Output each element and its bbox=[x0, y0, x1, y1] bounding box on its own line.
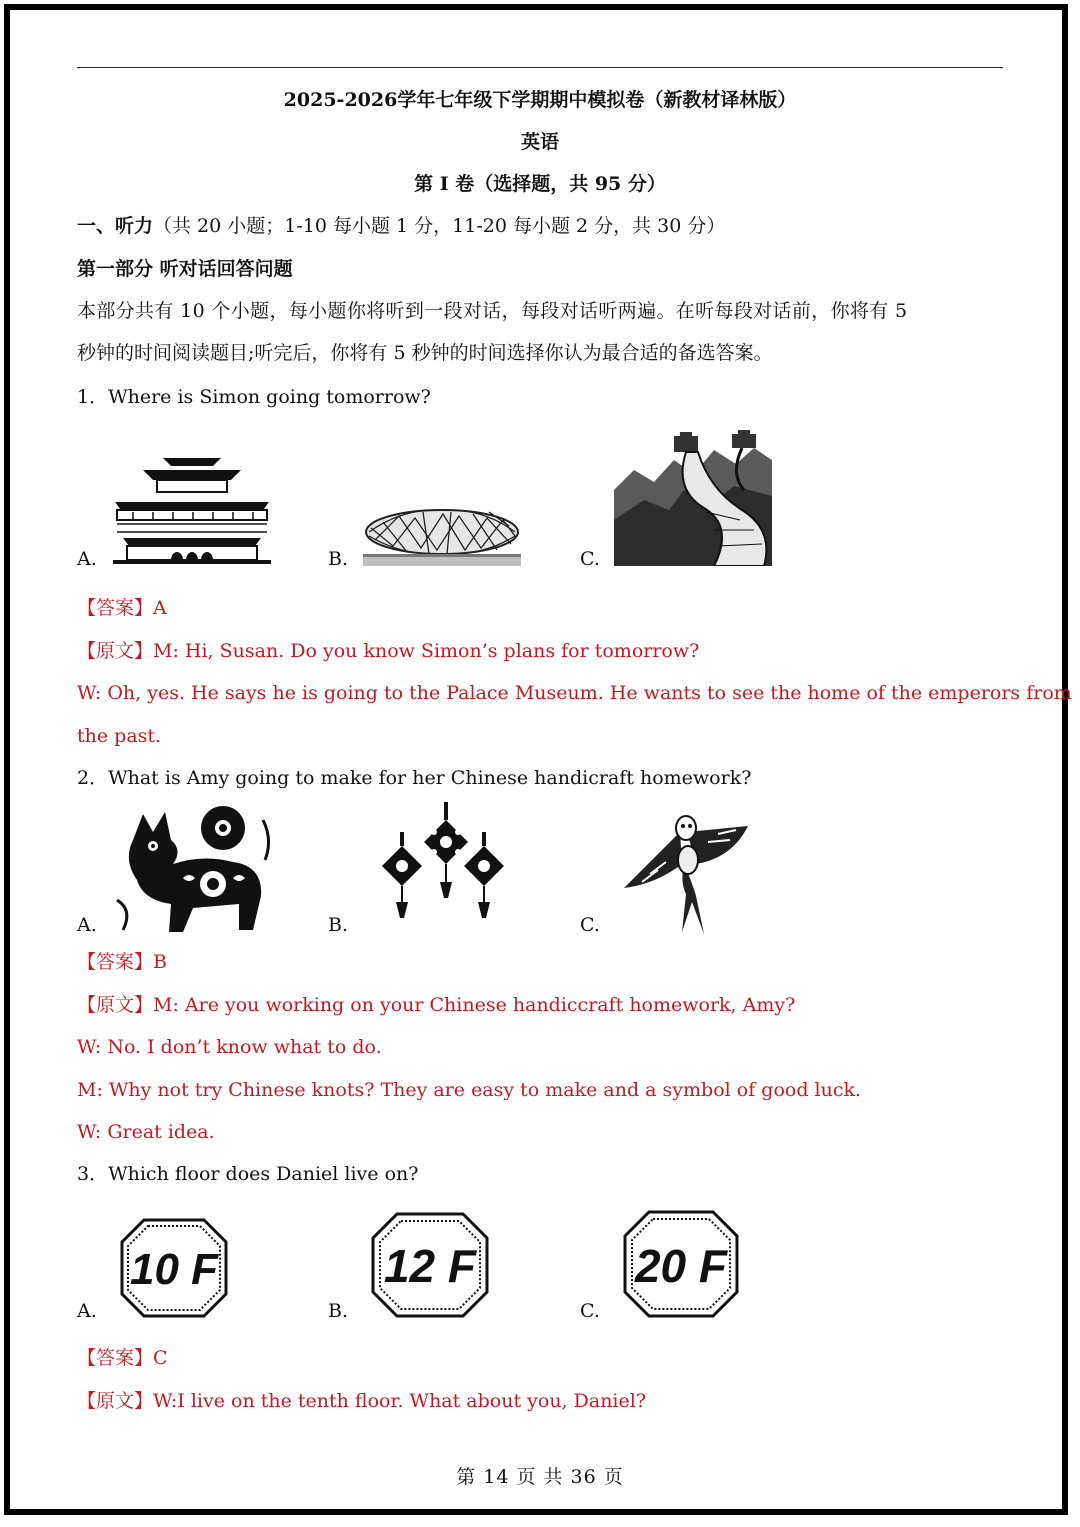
answer-tag: 【答案】 bbox=[77, 951, 154, 973]
instructions-line-2: 秒钟的时间阅读题目;听完后，你将有 5 秒钟的时间选择你认为最合适的备选答案。 bbox=[77, 342, 773, 364]
script-tag: 【原文】 bbox=[77, 1390, 154, 1412]
question-2 bbox=[77, 766, 751, 790]
script-text: W:I live on the tenth floor. What about you, Daniel? bbox=[153, 1390, 647, 1412]
q3-option-c-label: C. bbox=[580, 1300, 600, 1322]
section-heading-note: （共 20 小题；1-10 每小题 1 分，11-20 每小题 2 分，共 30 分） bbox=[153, 215, 726, 237]
q2-script-line-3: M: Why not try Chinese knots? They are easy to make and a symbol of good luck. bbox=[77, 1079, 862, 1101]
q1-script-line-1 bbox=[77, 639, 699, 663]
q3-answer bbox=[77, 1346, 168, 1370]
q2-script-line-1 bbox=[77, 993, 795, 1017]
floor-sign-text: 20 F bbox=[634, 1240, 728, 1292]
q3-option-a-label: A. bbox=[77, 1300, 97, 1322]
q1-option-c-label: C. bbox=[580, 548, 600, 570]
script-tag: 【原文】 bbox=[77, 994, 154, 1016]
script-text: M: Are you working on your Chinese handiccraft homework, Amy? bbox=[153, 994, 796, 1016]
part-heading: 第一部分 听对话回答问题 bbox=[77, 258, 293, 280]
header-rule bbox=[77, 67, 1003, 68]
section-heading bbox=[77, 214, 725, 238]
answer-value: C bbox=[153, 1347, 168, 1369]
swallow-kite-image bbox=[622, 812, 752, 940]
exam-title: 2025-2026学年七年级下学期期中模拟卷（新教材译林版） bbox=[283, 89, 797, 111]
floor-sign-text: 10 F bbox=[129, 1245, 219, 1294]
instructions-line-1: 本部分共有 10 个小题，每小题你将听到一段对话，每段对话听两遍。在听每段对话前，你将有 5 bbox=[77, 300, 908, 322]
q2-option-b-label: B. bbox=[328, 914, 349, 936]
paper-cutting-image bbox=[113, 800, 273, 940]
script-tag: 【原文】 bbox=[77, 640, 154, 662]
birds-nest-stadium-image bbox=[363, 488, 521, 572]
question-1 bbox=[77, 385, 431, 409]
script-text: M: Hi, Susan. Do you know Simon’s plans for tomorrow? bbox=[153, 640, 700, 662]
q3-option-b-label: B. bbox=[328, 1300, 349, 1322]
floor-sign-12f bbox=[371, 1212, 489, 1322]
q2-answer bbox=[77, 950, 167, 974]
palace-museum-image bbox=[113, 450, 271, 572]
question-3 bbox=[77, 1162, 418, 1186]
q2-script-line-4: W: Great idea. bbox=[77, 1121, 215, 1143]
page-number-footer: 第 14 页 共 36 页 bbox=[456, 1466, 624, 1488]
q3-script-line-1 bbox=[77, 1389, 646, 1413]
q1-script-line-2: W: Oh, yes. He says he is going to the Palace Museum. He wants to see the home of the emperors from bbox=[77, 682, 1072, 704]
q1-script-line-3: the past. bbox=[77, 725, 162, 747]
q2-option-a-label: A. bbox=[77, 914, 97, 936]
section-heading-label: 一、听力 bbox=[77, 215, 154, 237]
q1-answer bbox=[77, 596, 167, 620]
q2-option-c-label: C. bbox=[580, 914, 600, 936]
question-number: 1． bbox=[77, 386, 109, 408]
floor-sign-20f bbox=[623, 1210, 739, 1322]
question-number: 2． bbox=[77, 767, 109, 789]
volume-title: 第 I 卷（选择题，共 95 分） bbox=[414, 173, 666, 195]
answer-value: B bbox=[153, 951, 167, 973]
answer-value: A bbox=[153, 597, 167, 619]
chinese-knots-image bbox=[372, 802, 512, 930]
question-text: Where is Simon going tomorrow? bbox=[108, 386, 431, 408]
question-text: Which floor does Daniel live on? bbox=[108, 1163, 419, 1185]
great-wall-image bbox=[614, 430, 772, 570]
q2-script-line-2: W: No. I don’t know what to do. bbox=[77, 1036, 382, 1058]
answer-tag: 【答案】 bbox=[77, 1347, 154, 1369]
q1-option-a-label: A. bbox=[77, 548, 97, 570]
answer-tag: 【答案】 bbox=[77, 597, 154, 619]
floor-sign-text: 12 F bbox=[383, 1240, 477, 1292]
subject-title: 英语 bbox=[520, 131, 559, 153]
floor-sign-10f bbox=[120, 1218, 228, 1322]
question-number: 3． bbox=[77, 1163, 109, 1185]
q1-option-b-label: B. bbox=[328, 548, 349, 570]
question-text: What is Amy going to make for her Chinese handicraft homework? bbox=[108, 767, 752, 789]
